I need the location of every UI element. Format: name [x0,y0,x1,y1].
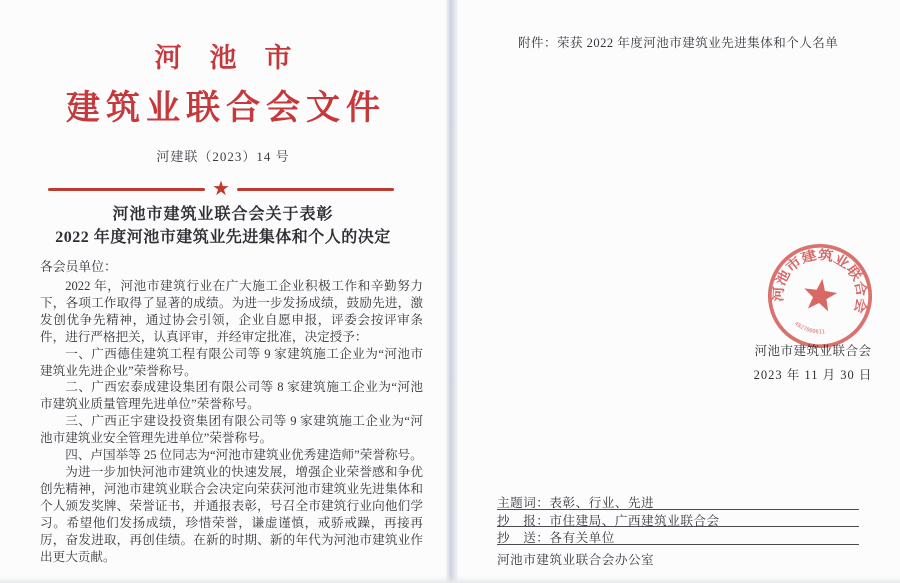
scan-bottom-edge [0,576,900,583]
document-title-line1: 河池市建筑业联合会关于表彰 [112,206,334,223]
document-body [40,278,423,565]
salutation: 各会员单位： [40,260,117,274]
attachment-line: 附件：荣获 2022 年度河池市建筑业先进集体和个人名单 [518,36,839,50]
body-paragraph: 2022 年，河池市建筑行业在广大施工企业积极工作和辛勤努力下，各项工作取得了显著的成绩。为进一步发扬成绩，鼓励先进，激发创优争先精神，通过协会引领，企业自愿申报，评委会按评审条件，进行严格把关，认真评审，并经审定批准，决定授予： [40,279,423,344]
body-paragraph: 二、广西宏泰成建设集团有限公司等 8 家建筑施工企业为“河池市建筑业质量管理先进单位”荣誉称号。 [40,380,423,412]
document-number: 河建联（2023）14 号 [156,149,290,164]
issuing-office: 河池市建筑业联合会办公室 [497,552,655,567]
cc-send-line [497,527,859,545]
signature-date: 2023 年 11 月 30 日 [753,368,873,382]
subject-words-line [497,492,859,510]
issuing-org-name: 建筑业联合会文件 [66,90,386,127]
star-icon: ★ [212,178,230,200]
issuing-org-city: 河池市 [154,43,320,73]
cc-report-label: 抄 报： [497,513,550,528]
divider-line-right [237,188,394,191]
cc-send-label: 抄 送： [497,531,550,545]
signer-organization: 河池市建筑业联合会 [754,344,872,358]
official-seal [760,236,880,356]
seal-ring-text: 河池市建筑业联合会 [770,246,870,313]
page-fold-seam [446,0,458,583]
page-1 [0,0,446,583]
seal-star-icon [802,276,839,312]
document-title-line2: 2022 年度河池市建筑业先进集体和个人的决定 [55,229,391,246]
svg-text:4827000611 [792,321,827,337]
cc-report-value: 市住建局、广西建筑业联合会 [549,513,720,528]
subject-words-value: 表彰、行业、先进 [549,496,655,510]
body-paragraph: 三、广西正宇建设投资集团有限公司等 9 家建筑施工企业为“河池市建筑业安全管理先进单位”荣誉称号。 [40,414,423,446]
divider-line-left [48,188,205,191]
cc-report-line [497,510,859,528]
red-star-divider [48,178,394,200]
body-paragraph: 四、卢国举等 25 位同志为“河池市建筑业优秀建造师”荣誉称号。 [65,448,423,463]
page-2 [458,0,900,583]
subject-words-label: 主题词： [497,496,550,510]
body-paragraph: 一、广西德佳建筑工程有限公司等 9 家建筑施工企业为“河池市建筑业先进企业”荣誉称号。 [40,346,423,378]
document-footer [497,492,859,567]
body-paragraph: 为进一步加快河池市建筑业的快速发展，增强企业荣誉感和争优创先精神，河池市建筑业联合会决定向荣获河池市建筑业先进集体和个人颁发奖牌、荣誉证书，并通报表彰，号召全市建筑行业向他们学习。希望他们发扬成绩，珍惜荣誉，谦虚谨慎，戒骄戒躁，再接再厉，奋发进取，再创佳绩。在新的时期、新的年代为河池市建筑业作出更大贡献。 [40,464,423,564]
cc-send-value: 各有关单位 [549,531,615,545]
seal-code: 4827000611 [793,320,826,336]
